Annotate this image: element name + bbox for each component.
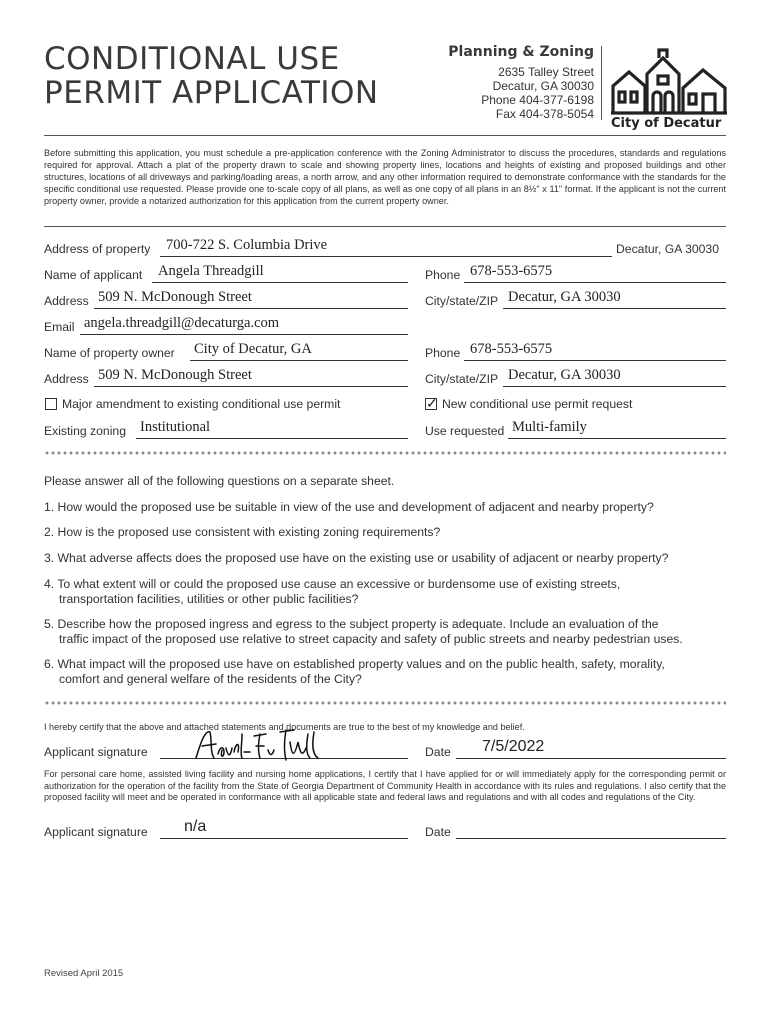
owner-name-row (44, 341, 726, 364)
zoning-line (136, 438, 408, 439)
dotted-divider-2 (44, 701, 726, 705)
owner-address-field[interactable]: 509 N. McDonough Street (98, 367, 252, 383)
question-2 (44, 525, 726, 540)
owner-csz-label: City/state/ZIP (425, 372, 499, 386)
owner-name-label: Name of property owner (44, 346, 175, 360)
use-field[interactable]: Multi-family (512, 419, 587, 435)
applicant-name-row (44, 263, 726, 286)
form-title-line1: CONDITIONAL USE (44, 41, 340, 77)
question-1 (44, 500, 726, 515)
new-request-checkbox[interactable] (425, 395, 438, 411)
applicant-csz-label: City/state/ZIP (425, 294, 499, 308)
certification-statement: I hereby certify that the above and attached statements and documents are true to the best of my knowledge and belief. (44, 722, 525, 732)
date-field[interactable]: 7/5/2022 (482, 738, 545, 755)
owner-phone-label: Phone (425, 346, 461, 360)
city-buildings-icon (609, 48, 729, 116)
applicant-address-row (44, 289, 726, 312)
signature-label: Applicant signature (44, 745, 148, 759)
owner-address-line (94, 386, 408, 387)
date-label: Date (425, 745, 451, 759)
question-1-line1: 1. How would the proposed use be suitable in view of the use and development of adjacent and nearby property? (44, 500, 654, 514)
question-2-line1: 2. How is the proposed use consistent with existing zoning requirements? (44, 525, 441, 539)
owner-phone-line (464, 360, 726, 361)
question-4-line2: transportation facilities, utilities or other public facilities? (59, 592, 359, 606)
signature2-field[interactable]: n/a (184, 818, 207, 835)
question-4-line1: 4. To what extent will or could the proposed use cause an excessive or burdensome use of existing streets, (44, 577, 621, 591)
email-field[interactable]: angela.threadgill@decaturga.com (84, 315, 280, 331)
intro-rule (44, 226, 726, 227)
property-address-row (44, 237, 726, 260)
major-amendment-label: Major amendment to existing conditional use permit (62, 397, 341, 411)
header-divider (601, 46, 602, 120)
signature2-label: Applicant signature (44, 825, 148, 839)
department-fax: Fax 404-378-5054 (495, 107, 594, 121)
checkmark-icon: ✓ (426, 395, 438, 411)
question-5 (44, 617, 726, 647)
owner-address-row (44, 367, 726, 390)
applicant-phone-field[interactable]: 678-553-6575 (470, 263, 553, 279)
use-label: Use requested (425, 424, 505, 438)
property-address-field[interactable]: 700-722 S. Columbia Drive (166, 237, 328, 253)
question-6-line2: comfort and general welfare of the residents of the City? (59, 672, 362, 686)
zoning-label: Existing zoning (44, 424, 126, 438)
department-address: 2635 Talley Street (498, 65, 594, 79)
signature2-line (160, 838, 408, 839)
question-3-line1: 3. What adverse affects does the proposed use have on the existing use or usability of adjacent or nearby property? (44, 551, 669, 565)
signature2-row (44, 818, 726, 842)
owner-name-line (190, 360, 408, 361)
intro-instructions: Before submitting this application, you must schedule a pre-application conference with the Zoning Administrator to discuss the procedures, standards and regulations required for approval. Attach a plat of the property drawn to scale and showing property lines, locations and heights of existing and proposed buildings and other structures, locations of all driveways and parking/loading areas, a north arrow, and any other information required to demonstrate conformance with the standards for the specific conditional use requested. Please provide one to-scale copy of all plans, as well as one copy of all plans in an 8½" x 11" format. If the applicant is not the current property owner, provide a notarized authorization for this application from the current property owner. (44, 148, 726, 207)
question-3 (44, 551, 726, 566)
date2-line (456, 838, 726, 839)
property-address-label: Address of property (44, 242, 151, 256)
owner-phone-field[interactable]: 678-553-6575 (470, 341, 553, 357)
handwritten-signature (194, 728, 324, 762)
owner-name-field[interactable]: City of Decatur, GA (194, 341, 312, 357)
revision-note: Revised April 2015 (44, 968, 124, 979)
form-title (44, 42, 379, 110)
dotted-divider-1 (44, 451, 726, 455)
email-label: Email (44, 320, 75, 334)
email-line (80, 334, 408, 335)
new-request-label: New conditional use permit request (442, 397, 633, 411)
question-5-line1: 5. Describe how the proposed ingress and egress to the subject property is adequate. Include an evaluation of the (44, 617, 659, 631)
city-logo (609, 48, 729, 130)
permit-type-row (44, 396, 726, 416)
applicant-name-field[interactable]: Angela Threadgill (158, 263, 264, 279)
signature-row (44, 738, 726, 762)
question-5-line2: traffic impact of the proposed use relative to street capacity and safety of public streets and nearby pedestrian uses. (59, 632, 683, 646)
zoning-field[interactable]: Institutional (140, 419, 211, 435)
applicant-phone-line (464, 282, 726, 283)
department-city: Decatur, GA 30030 (492, 79, 594, 93)
applicant-name-line (152, 282, 408, 283)
questions-heading: Please answer all of the following questions on a separate sheet. (44, 474, 395, 488)
department-name: Planning & Zoning (448, 44, 594, 60)
form-title-line2: PERMIT APPLICATION (44, 75, 379, 111)
personal-care-home-statement: For personal care home, assisted living facility and nursing home applications, I certify that I have applied for or will immediately apply for the corresponding permit or authorization for the operation of the facility from the State of Georgia Department of Community Health in accordance with its rules and regulations. I also certify that the proposed facility will meet and be operated in conformance with all applicable state and federal laws and regulations and with all codes and regulations of the City. (44, 769, 726, 802)
property-city-label: Decatur, GA 30030 (616, 242, 719, 256)
date2-label: Date (425, 825, 451, 839)
question-6-line1: 6. What impact will the proposed use have on established property values and on the public health, safety, morality, (44, 657, 665, 671)
applicant-signature[interactable] (194, 728, 324, 767)
zoning-row (44, 419, 726, 442)
applicant-name-label: Name of applicant (44, 268, 143, 282)
date-line (456, 758, 726, 759)
department-phone: Phone 404-377-6198 (481, 93, 594, 107)
question-4 (44, 577, 726, 607)
city-logo-text: City of Decatur (611, 116, 722, 131)
applicant-csz-field[interactable]: Decatur, GA 30030 (508, 289, 621, 305)
question-6 (44, 657, 726, 687)
use-line (508, 438, 726, 439)
major-amendment-checkbox[interactable] (45, 398, 57, 410)
property-address-line (160, 256, 612, 257)
applicant-phone-label: Phone (425, 268, 461, 282)
header-rule (44, 135, 726, 136)
applicant-csz-line (503, 308, 726, 309)
owner-csz-field[interactable]: Decatur, GA 30030 (508, 367, 621, 383)
applicant-address-field[interactable]: 509 N. McDonough Street (98, 289, 252, 305)
owner-address-label: Address (44, 372, 89, 386)
applicant-address-line (94, 308, 408, 309)
applicant-address-label: Address (44, 294, 89, 308)
email-row (44, 315, 444, 338)
department-contact (448, 44, 594, 121)
owner-csz-line (503, 386, 726, 387)
